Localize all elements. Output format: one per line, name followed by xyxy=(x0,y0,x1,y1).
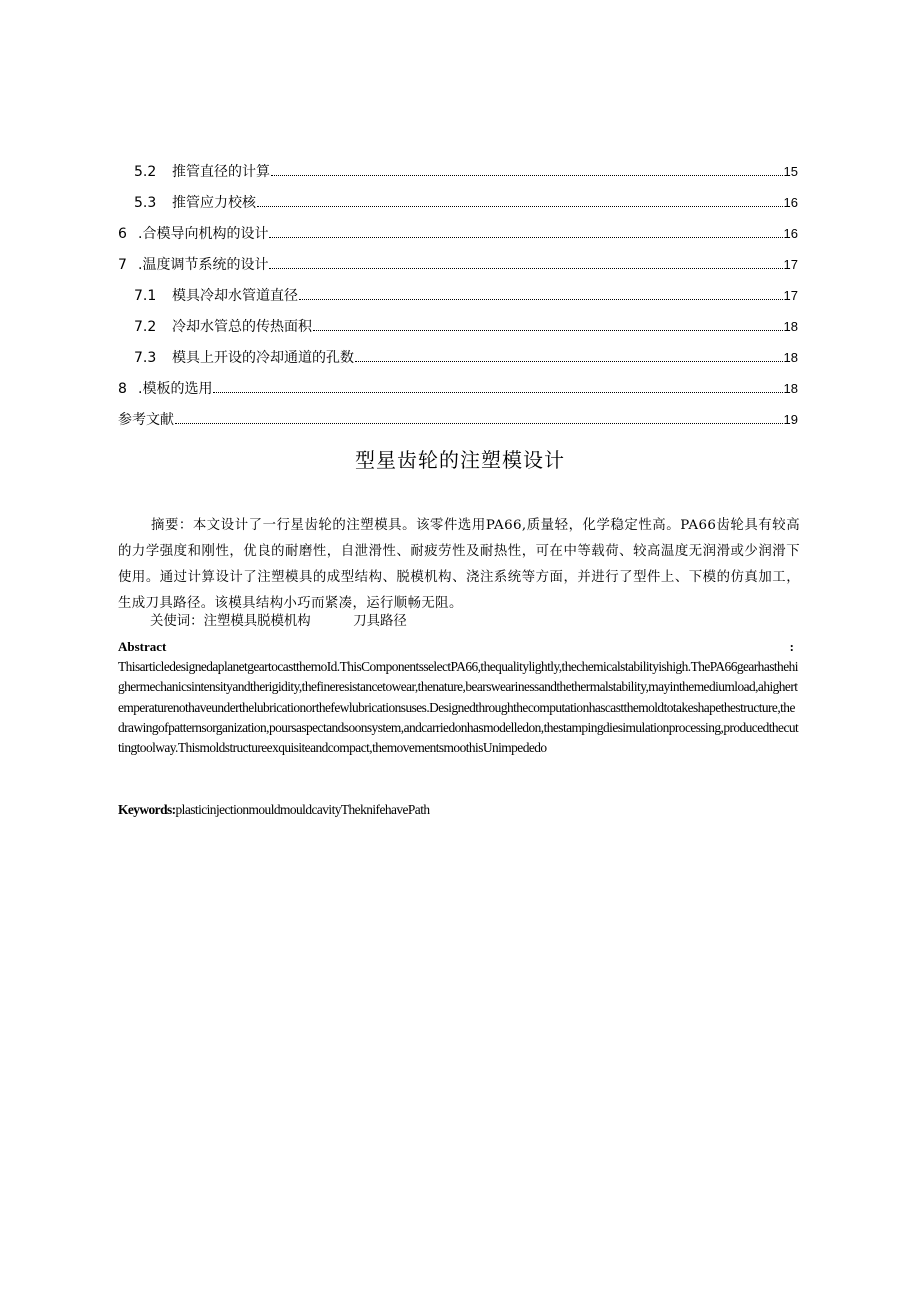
chinese-keywords xyxy=(150,610,790,634)
toc-entry[interactable] xyxy=(118,315,798,346)
toc-dot-leader xyxy=(257,205,783,207)
toc-dot-leader xyxy=(269,236,782,238)
chinese-abstract-text: 本文设计了一行星齿轮的注塑模具。该零件选用PA66,质量轻，化学稳定性高。PA66齿轮具有较高的力学强度和刚性，优良的耐磨性，自泄滑性、耐疲劳性及耐热性，可在中等载荷、较高温度无润滑或少润滑下使用。通过计算设计了注塑模具的成型结构、脱模机构、浇注系统等方面，并进行了型件上、下模的仿真加工，生成刀具路径。该模具结构小巧而紧凑，运行顺畅无阻。 xyxy=(118,518,800,611)
toc-entry-number: 7 xyxy=(118,257,127,273)
toc-entry-number: 6 xyxy=(118,226,127,242)
chinese-abstract-label: 摘要： xyxy=(151,518,193,533)
toc-entry[interactable] xyxy=(118,408,798,439)
toc-entry-page: 16 xyxy=(783,226,798,241)
toc-entry-page: 18 xyxy=(783,381,798,396)
toc-entry[interactable] xyxy=(118,377,798,408)
english-abstract-colon: : xyxy=(789,639,794,654)
chinese-keywords-label: 关使词： xyxy=(150,614,204,629)
toc-entry-page: 18 xyxy=(783,319,798,334)
toc-entry-title: .温度调节系统的设计 xyxy=(138,257,269,273)
toc-entry-title: 冷却水管总的传热面积 xyxy=(172,319,312,335)
english-abstract-heading xyxy=(118,637,794,657)
chinese-keywords-text: 注塑模具脱模机构 刀具路径 xyxy=(203,614,407,629)
table-of-contents xyxy=(118,160,798,439)
toc-entry-page: 19 xyxy=(783,412,798,427)
english-keywords xyxy=(118,800,800,820)
toc-entry-page: 16 xyxy=(783,195,798,210)
english-abstract-label: Abstract xyxy=(118,639,167,654)
toc-dot-leader xyxy=(213,391,782,393)
toc-dot-leader xyxy=(355,360,783,362)
english-keywords-label: Keywords: xyxy=(118,802,176,817)
toc-dot-leader xyxy=(313,329,783,331)
toc-entry[interactable] xyxy=(118,284,798,315)
toc-entry[interactable] xyxy=(118,222,798,253)
paper-title: 型星齿轮的注塑模设计 xyxy=(355,448,565,472)
toc-dot-leader xyxy=(271,174,783,176)
toc-entry-title: 模具冷却水管道直径 xyxy=(172,288,298,304)
toc-dot-leader xyxy=(299,298,783,300)
toc-entry-page: 15 xyxy=(783,164,798,179)
toc-entry-title: 模具上开设的冷却通道的孔数 xyxy=(172,350,354,366)
toc-entry-number: 7.2 xyxy=(134,319,157,335)
english-abstract-text: ThisarticledesignedaplanetgeartocastthemoId.ThisComponentsselectPA66,thequalitylightly,thechemicalstabilityishigh.ThePA66gearhasthehighermechanicsintensityandtherigidity,thefineresistancetowear,thenature,bearswearinessandthethermalstability,mayinthemediumload,ahighertemperaturenothaveunderthelubricationorthefewlubricationsuses.Designedthroughthecomputationhascastthemoldtotakeshapethestructure,thedrawingofpatternsorganization,poursaspectandsoonsystem,andcarriedonhasmodelledon,thestampingdiesimulationprocessing,producedthecuttingtoolway.Thismoldstructureexquisiteandcompact,themovementsmoothisUnimpededo xyxy=(118,659,799,756)
toc-dot-leader xyxy=(269,267,782,269)
toc-entry[interactable] xyxy=(118,346,798,377)
toc-entry[interactable] xyxy=(118,253,798,284)
toc-entry[interactable] xyxy=(118,160,798,191)
toc-entry-title: .合模导向机构的设计 xyxy=(138,226,269,242)
toc-entry-number: 8 xyxy=(118,381,127,397)
toc-entry-page: 17 xyxy=(783,257,798,272)
toc-entry-number: 5.3 xyxy=(134,195,157,211)
toc-dot-leader xyxy=(175,422,783,424)
toc-entry-number: 5.2 xyxy=(134,164,157,180)
english-keywords-text: plasticinjectionmouldmouldcavityTheknifehavePath xyxy=(175,802,430,817)
chinese-abstract xyxy=(118,513,800,617)
toc-entry-page: 17 xyxy=(783,288,798,303)
toc-entry-number: 7.3 xyxy=(134,350,157,366)
toc-entry[interactable] xyxy=(118,191,798,222)
toc-entry-title: 推管应力校核 xyxy=(172,195,256,211)
toc-entry-page: 18 xyxy=(783,350,798,365)
toc-entry-title: 参考文献 xyxy=(118,412,174,428)
toc-entry-title: .模板的选用 xyxy=(138,381,213,397)
toc-entry-title: 推管直径的计算 xyxy=(172,164,270,180)
toc-entry-number: 7.1 xyxy=(134,288,157,304)
